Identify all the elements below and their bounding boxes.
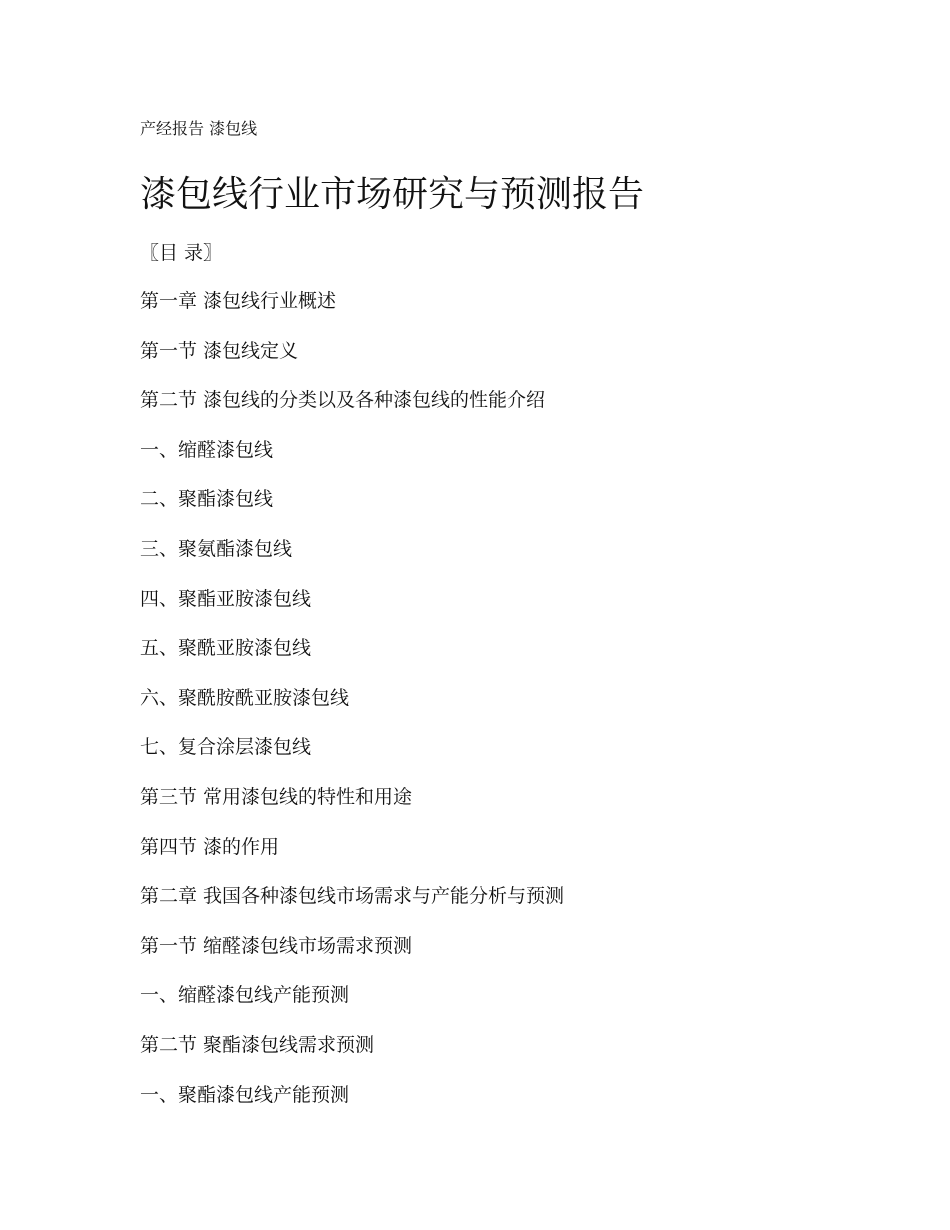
- toc-item: 二、聚酯漆包线: [140, 488, 274, 511]
- toc-item: 第三节 常用漆包线的特性和用途: [140, 785, 413, 808]
- toc-item: 六、聚酰胺酰亚胺漆包线: [140, 686, 350, 709]
- toc-item: 一、聚酯漆包线产能预测: [140, 1083, 350, 1106]
- toc-item: 第一节 漆包线定义: [140, 339, 299, 362]
- toc-heading: 〖目 录〗: [140, 242, 223, 264]
- table-of-contents: [140, 289, 900, 1132]
- toc-item: 第二章 我国各种漆包线市场需求与产能分析与预测: [140, 885, 565, 908]
- report-title: 漆包线行业市场研究与预测报告: [140, 174, 645, 215]
- toc-item: 五、聚酰亚胺漆包线: [140, 637, 312, 660]
- toc-item: 三、聚氨酯漆包线: [140, 537, 293, 560]
- report-header-line: 产经报告 漆包线: [140, 119, 258, 138]
- toc-item: 第一节 缩醛漆包线市场需求预测: [140, 934, 413, 957]
- toc-item: 一、缩醛漆包线产能预测: [140, 984, 350, 1007]
- toc-item: 一、缩醛漆包线: [140, 438, 274, 461]
- toc-item: 四、聚酯亚胺漆包线: [140, 587, 312, 610]
- toc-item: 第一章 漆包线行业概述: [140, 290, 337, 312]
- toc-item: 第二节 聚酯漆包线需求预测: [140, 1033, 375, 1056]
- toc-item: 七、复合涂层漆包线: [140, 736, 312, 759]
- toc-item: 第四节 漆的作用: [140, 835, 280, 858]
- toc-item: 第二节 漆包线的分类以及各种漆包线的性能介绍: [140, 389, 546, 412]
